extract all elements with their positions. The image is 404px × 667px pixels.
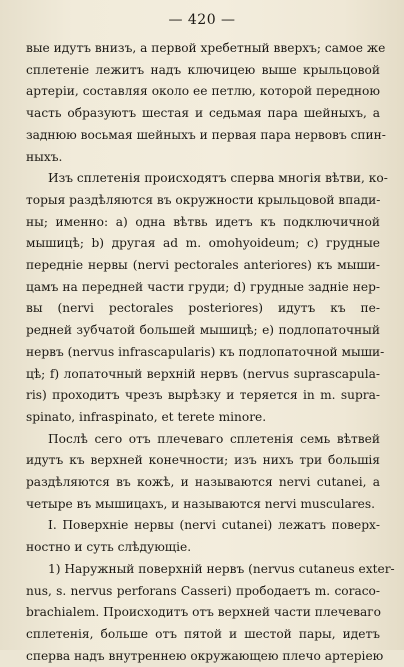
text-line: Послѣ сего отъ плечеваго сплетенія семь вѣтвей bbox=[48, 431, 380, 446]
text-line: I. Поверхніе нервы (nervi cutanei) лежатъ поверх- bbox=[48, 518, 380, 533]
text-line: редней зубчатой большей мышицѣ; e) подлопаточный bbox=[26, 323, 380, 338]
text-line: nus, s. nervus perforans Casseri) прободаетъ m. coraco- bbox=[26, 583, 380, 598]
text-line: ны; именно: a) одна вѣтвь идетъ къ подключичной bbox=[26, 214, 380, 229]
page-number: — 420 — bbox=[168, 12, 236, 28]
text-line: нервъ (nervus infrascapularis) къ подлопаточной мыши- bbox=[26, 344, 385, 359]
text-line: 1) Наружный поверхній нервъ (nervus cutaneus exter- bbox=[48, 561, 395, 576]
text-line: ныхъ. bbox=[26, 149, 63, 164]
text-line: brachialem. Происходитъ отъ верхней части плечеваго bbox=[26, 605, 381, 620]
paragraph-1 bbox=[26, 38, 386, 168]
text-line: артеріи, составляя около ее петлю, которой передною bbox=[26, 84, 380, 99]
text-line: вы (nervi pectorales posteriores) идутъ къ пе- bbox=[26, 301, 380, 316]
text-line: торыя раздѣляются въ окружности крыльцовой впади- bbox=[26, 192, 381, 207]
paragraph-3 bbox=[26, 429, 380, 516]
paragraph-4 bbox=[26, 515, 380, 558]
text-line: ris) проходитъ чрезъ вырѣзку и теряется in m. supra- bbox=[26, 388, 380, 403]
text-line: spinato, infraspinato, et terete minore. bbox=[26, 409, 267, 424]
text-line: сперва надъ внутреннею окружающею плечо артеріею bbox=[26, 648, 384, 663]
text-line: ностно и суть слѣдующіе. bbox=[26, 540, 192, 555]
paragraph-5 bbox=[26, 559, 395, 667]
text-line: заднюю восьмая шейныхъ и первая пара нервовъ спин- bbox=[26, 127, 386, 142]
text-line: цамъ на передней части груди; d) грудные задніе нер- bbox=[26, 279, 380, 294]
page-body bbox=[26, 38, 395, 667]
text-line: сплетеніе лежитъ надъ ключицею выше крыльцовой bbox=[26, 62, 380, 77]
text-line: раздѣляются въ кожѣ, и называются nervi cutanei, а bbox=[26, 475, 380, 490]
text-line: мышицѣ; b) другая ad m. omohyoideum; c) грудные bbox=[26, 236, 380, 251]
text-line: часть образуютъ шестая и седьмая пара шейныхъ, а bbox=[26, 106, 380, 121]
text-line: сплетенія, больше отъ пятой и шестой пары, идетъ bbox=[26, 626, 380, 641]
text-line: вые идутъ внизъ, а первой хребетный вверхъ; самое же bbox=[26, 41, 386, 55]
text-line: передніе нервы (nervi pectorales anteriores) къ мыши- bbox=[26, 258, 380, 273]
text-line: идутъ къ верхней конечности; изъ нихъ три большія bbox=[26, 453, 380, 468]
text-line: цѣ; f) лопаточный верхній нервъ (nervus suprascapula- bbox=[26, 366, 380, 381]
text-line: Изъ сплетенія происходятъ сперва многія вѣтви, ко- bbox=[48, 171, 388, 186]
paragraph-2 bbox=[26, 168, 388, 428]
text-line: четыре въ мышицахъ, и называются nervi musculares. bbox=[26, 496, 376, 511]
